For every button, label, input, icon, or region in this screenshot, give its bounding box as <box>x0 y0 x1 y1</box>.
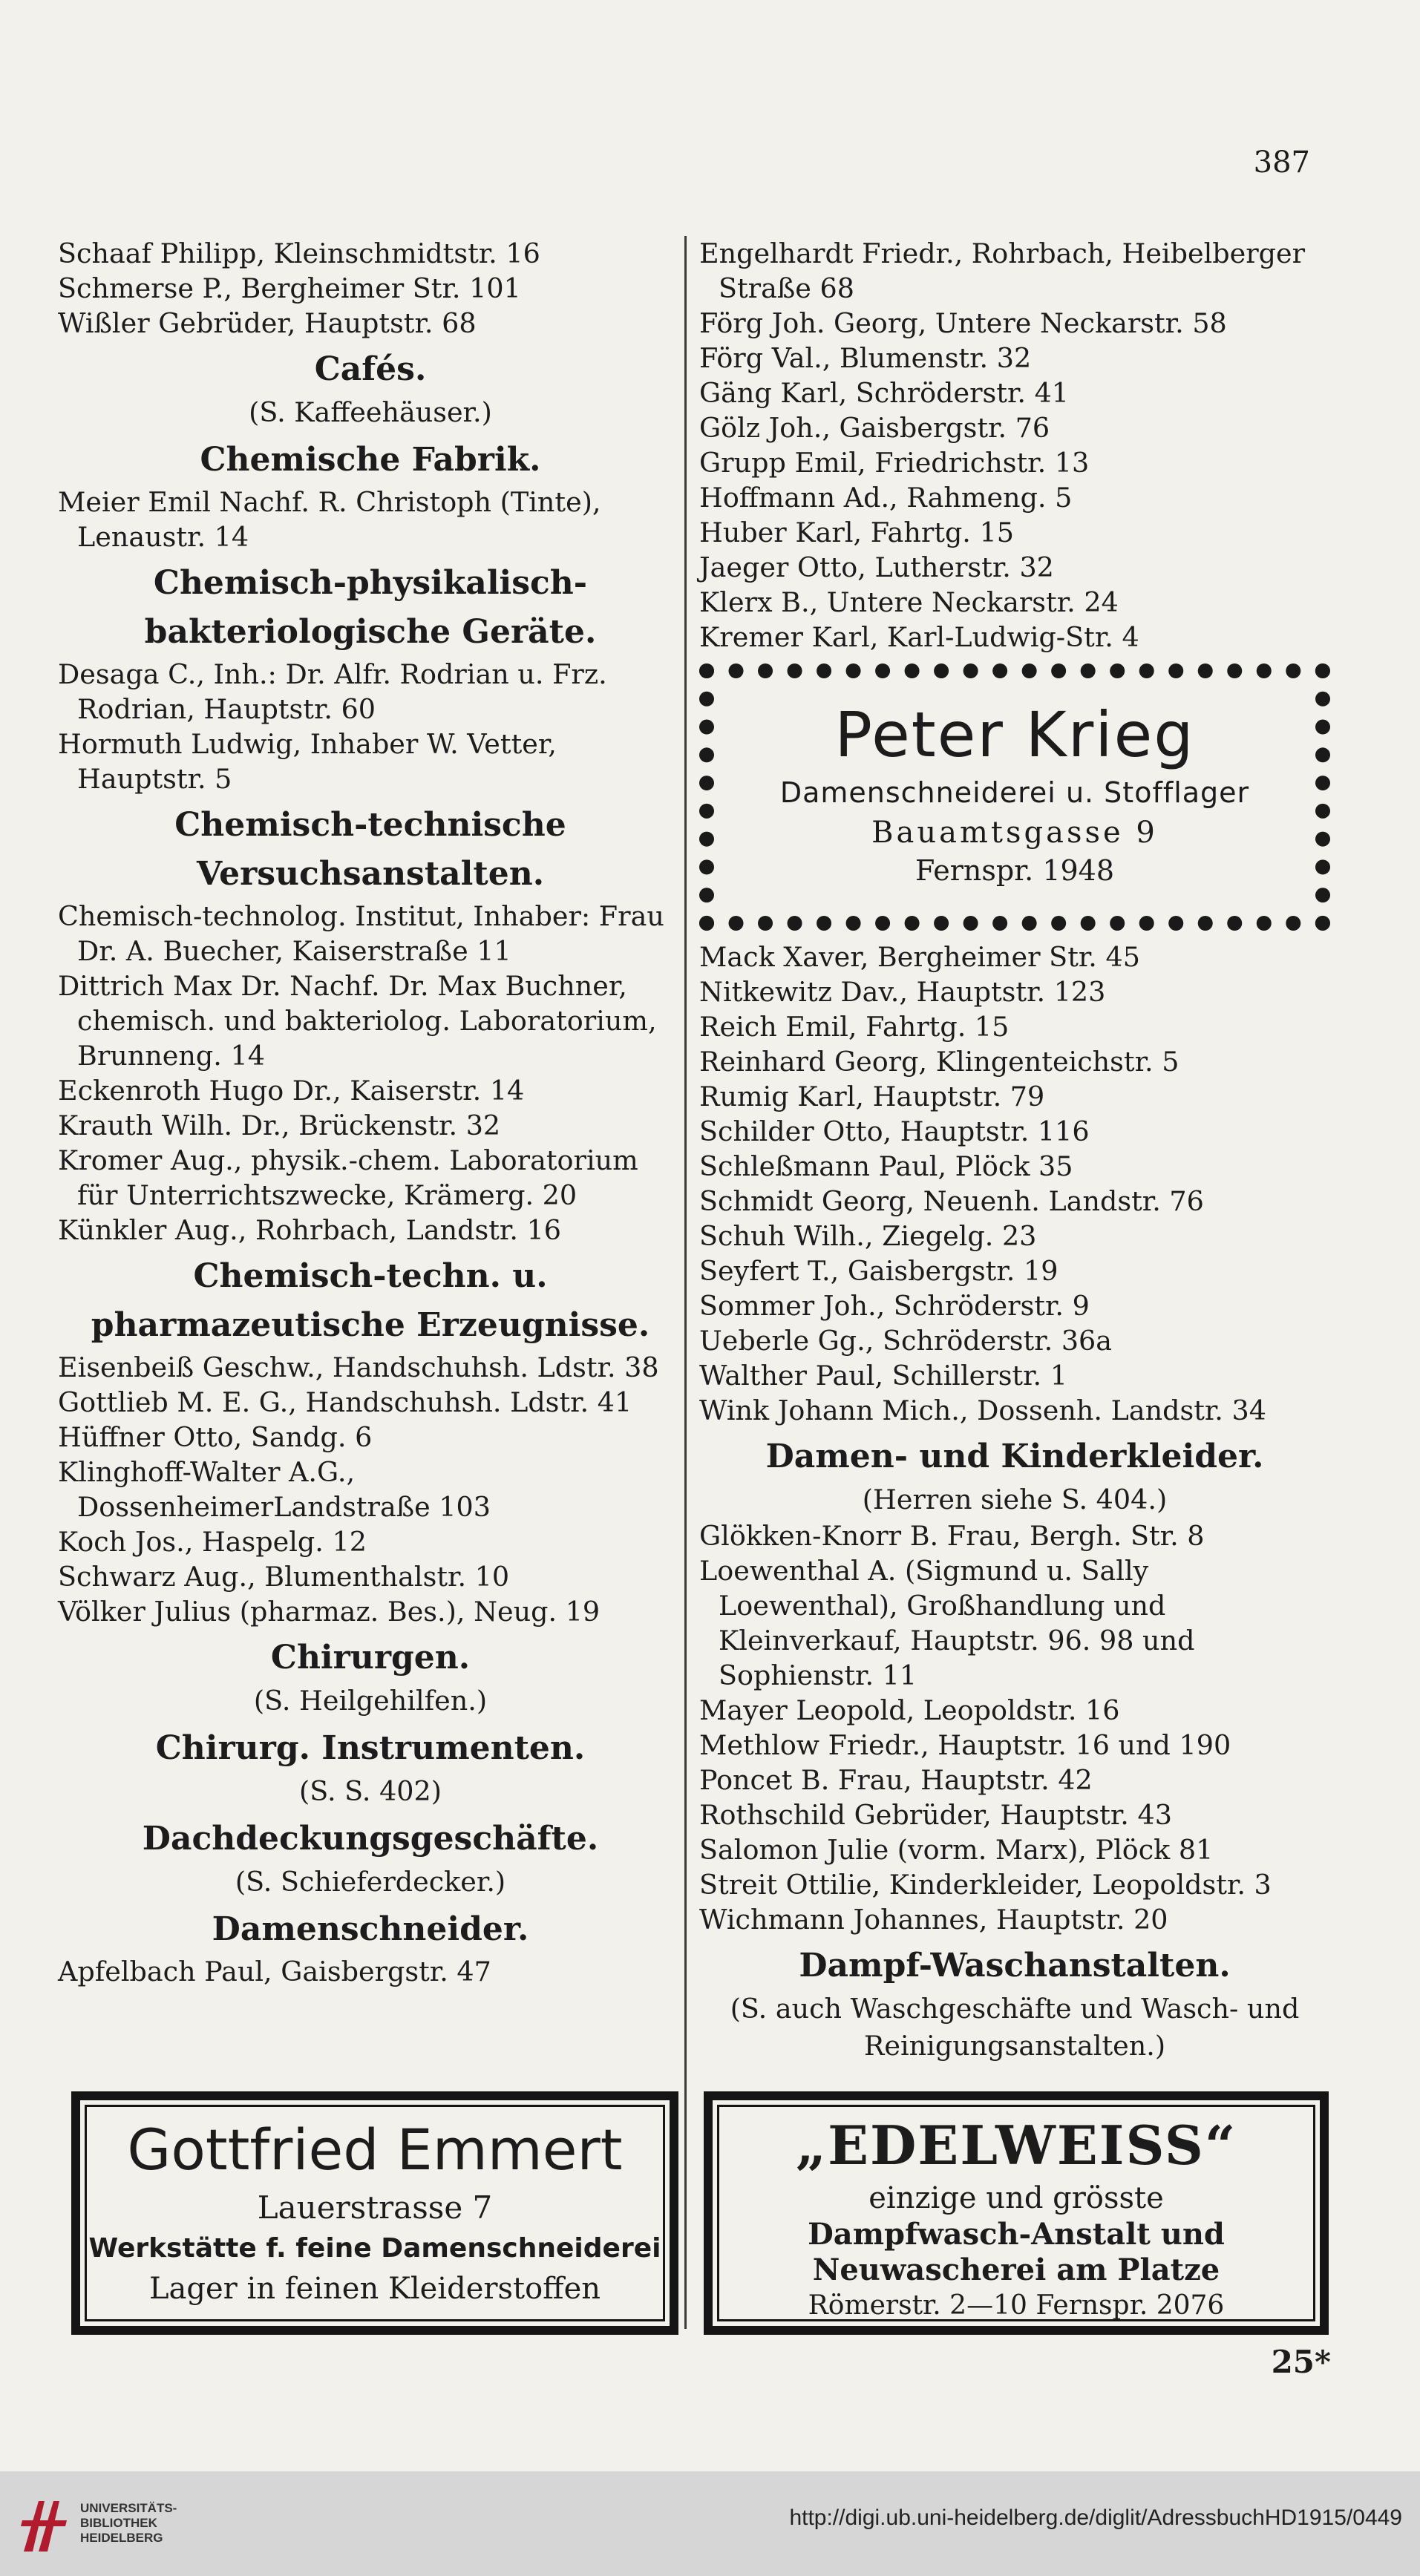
directory-entry: Jaeger Otto, Lutherstr. 32 <box>699 551 1054 583</box>
left-column <box>58 236 683 1989</box>
directory-entry: Förg Joh. Georg, Untere Neckarstr. 58 <box>699 307 1227 339</box>
directory-entry: Eckenroth Hugo Dr., Kaiserstr. 14 <box>58 1075 525 1107</box>
directory-entry: Huber Karl, Fahrtg. 15 <box>699 517 1014 548</box>
directory-entry: Chemisch-technolog. Institut, Inhaber: Frau Dr. A. Buecher, Kaiserstraße 11 <box>58 900 664 967</box>
directory-entry: Walther Paul, Schillerstr. 1 <box>699 1360 1067 1392</box>
ad-edelweiss-line4: Neuwascherei am Platze <box>812 2252 1220 2287</box>
section-heading: Chemische Fabrik. <box>200 441 541 479</box>
directory-entry: Schwarz Aug., Blumenthalstr. 10 <box>58 1561 510 1593</box>
ad-krieg-name: Peter Krieg <box>834 698 1195 771</box>
directory-entry: Hormuth Ludwig, Inhaber W. Vetter, Hauptstr. 5 <box>58 728 557 795</box>
directory-entry: Poncet B. Frau, Hauptstr. 42 <box>699 1764 1093 1796</box>
directory-entry: Schmidt Georg, Neuenh. Landstr. 76 <box>699 1185 1204 1217</box>
directory-entry: Krauth Wilh. Dr., Brückenstr. 32 <box>58 1110 501 1141</box>
library-name: UNIVERSITÄTS- BIBLIOTHEK HEIDELBERG <box>80 2501 177 2545</box>
university-library-logo-icon <box>16 2491 73 2559</box>
directory-entry: Meier Emil Nachf. R. Christoph (Tinte), Lenaustr. 14 <box>58 486 601 553</box>
directory-entry: Wißler Gebrüder, Hauptstr. 68 <box>58 307 477 339</box>
directory-entry: Koch Jos., Haspelg. 12 <box>58 1526 367 1558</box>
right-column <box>699 236 1330 2065</box>
ad-gottfried-emmert <box>71 2091 678 2335</box>
section-heading: Chirurg. Instrumenten. <box>155 1729 586 1767</box>
directory-entry: Eisenbeiß Geschw., Handschuhsh. Ldstr. 38 <box>58 1351 659 1383</box>
directory-entry: Desaga C., Inh.: Dr. Alfr. Rodrian u. Frz. Rodrian, Hauptstr. 60 <box>58 658 607 725</box>
directory-entry: Glökken-Knorr B. Frau, Bergh. Str. 8 <box>699 1520 1205 1552</box>
viewer-footer <box>0 2471 1420 2576</box>
directory-entry: Dittrich Max Dr. Nachf. Dr. Max Buchner, chemisch. und bakteriolog. Laboratorium, Brunneng. 14 <box>58 970 657 1072</box>
cross-reference: (S. Heilgehilfen.) <box>253 1685 488 1717</box>
directory-entry: Streit Ottilie, Kinderkleider, Leopoldstr. 3 <box>699 1869 1272 1901</box>
ad-peter-krieg <box>699 663 1330 931</box>
right-column-top <box>699 236 1330 655</box>
ad-krieg-line4: Fernspr. 1948 <box>915 854 1115 887</box>
directory-entry: Hoffmann Ad., Rahmeng. 5 <box>699 482 1073 514</box>
directory-entry: Seyfert T., Gaisbergstr. 19 <box>699 1255 1059 1287</box>
directory-entry: Reich Emil, Fahrtg. 15 <box>699 1011 1010 1043</box>
section-heading: Chemisch-technische Versuchsanstalten. <box>174 806 566 893</box>
cross-reference: (S. auch Waschgeschäfte und Wasch- und Reinigungsanstalten.) <box>730 1993 1300 2062</box>
directory-entry: Gölz Joh., Gaisbergstr. 76 <box>699 412 1050 444</box>
directory-entry: Grupp Emil, Friedrichstr. 13 <box>699 447 1090 479</box>
ad-emmert-line2: Lauerstrasse 7 <box>257 2189 493 2226</box>
ad-edelweiss-line2: einzige und grösste <box>868 2181 1164 2215</box>
directory-entry: Kromer Aug., physik.-chem. Laboratorium für Unterrichtszwecke, Krämerg. 20 <box>58 1144 638 1211</box>
ad-krieg-line2: Damenschneiderei u. Stofflager <box>779 776 1250 809</box>
directory-entry: Engelhardt Friedr., Rohrbach, Heibelberger Straße 68 <box>699 237 1306 304</box>
directory-entry: Kremer Karl, Karl-Ludwig-Str. 4 <box>699 621 1139 653</box>
directory-entry: Schilder Otto, Hauptstr. 116 <box>699 1115 1090 1147</box>
cross-reference: (Herren siehe S. 404.) <box>862 1484 1168 1515</box>
directory-entry: Loewenthal A. (Sigmund u. Sally Loewenthal), Großhandlung und Kleinverkauf, Hauptstr. 96. 98 und Sophienstr. 11 <box>699 1555 1195 1691</box>
directory-entry: Hüffner Otto, Sandg. 6 <box>58 1421 373 1453</box>
section-heading: Dachdeckungsgeschäfte. <box>142 1820 599 1858</box>
ad-edelweiss-line3: Dampfwasch-Anstalt und <box>808 2217 1225 2252</box>
section-heading: Damenschneider. <box>212 1910 529 1948</box>
directory-entry: Reinhard Georg, Klingenteichstr. 5 <box>699 1046 1179 1078</box>
ad-emmert-line4: Lager in feinen Kleiderstoffen <box>148 2272 601 2306</box>
directory-entry: Apfelbach Paul, Gaisbergstr. 47 <box>58 1956 491 1987</box>
directory-entry: Wink Johann Mich., Dossenh. Landstr. 34 <box>699 1394 1266 1426</box>
ad-edelweiss-name: „EDELWEISS“ <box>795 2114 1237 2177</box>
right-column-bottom <box>699 940 1330 2065</box>
section-heading: Dampf-Waschanstalten. <box>799 1947 1231 1985</box>
directory-entry: Künkler Aug., Rohrbach, Landstr. 16 <box>58 1214 562 1246</box>
cross-reference: (S. Kaffeehäuser.) <box>249 396 492 428</box>
directory-entry: Wichmann Johannes, Hauptstr. 20 <box>699 1904 1168 1936</box>
ad-edelweiss <box>704 2091 1329 2335</box>
section-heading: Chirurgen. <box>270 1639 471 1677</box>
directory-entry: Methlow Friedr., Hauptstr. 16 und 190 <box>699 1729 1231 1761</box>
source-url-link[interactable]: http://digi.ub.uni-heidelberg.de/diglit/AdressbuchHD1915/0449 <box>789 2505 1402 2530</box>
directory-entry: Gäng Karl, Schröderstr. 41 <box>699 377 1070 409</box>
ad-krieg-line3: Bauamtsgasse 9 <box>871 816 1158 850</box>
directory-entry: Salomon Julie (vorm. Marx), Plöck 81 <box>699 1834 1214 1866</box>
directory-entry: Mayer Leopold, Leopoldstr. 16 <box>699 1694 1120 1726</box>
directory-entry: Förg Val., Blumenstr. 32 <box>699 342 1032 374</box>
directory-entry: Schmerse P., Bergheimer Str. 101 <box>58 272 521 304</box>
column-divider <box>684 236 687 2329</box>
cross-reference: (S. Schieferdecker.) <box>235 1866 506 1898</box>
ad-emmert-name: Gottfried Emmert <box>127 2117 623 2183</box>
directory-entry: Ueberle Gg., Schröderstr. 36a <box>699 1325 1113 1357</box>
cross-reference: (S. S. 402) <box>299 1775 442 1807</box>
ad-emmert-line3: Werkstätte f. feine Damenschneiderei <box>88 2233 661 2264</box>
section-heading: Chemisch-physikalisch-bakteriologische Geräte. <box>144 564 597 651</box>
directory-entry: Klerx B., Untere Neckarstr. 24 <box>699 586 1119 618</box>
directory-entry: Sommer Joh., Schröderstr. 9 <box>699 1290 1090 1322</box>
directory-entry: Rothschild Gebrüder, Hauptstr. 43 <box>699 1799 1172 1831</box>
directory-entry: Klinghoff-Walter A.G., DossenheimerLandstraße 103 <box>58 1456 491 1523</box>
directory-entry: Mack Xaver, Bergheimer Str. 45 <box>699 941 1140 973</box>
directory-entry: Schleßmann Paul, Plöck 35 <box>699 1150 1073 1182</box>
directory-entry: Schaaf Philipp, Kleinschmidtstr. 16 <box>58 237 540 269</box>
directory-entry: Völker Julius (pharmaz. Bes.), Neug. 19 <box>58 1596 601 1628</box>
page-signature: 25* <box>1271 2344 1331 2380</box>
directory-entry: Gottlieb M. E. G., Handschuhsh. Ldstr. 41 <box>58 1386 632 1418</box>
directory-entry: Nitkewitz Dav., Hauptstr. 123 <box>699 976 1106 1008</box>
section-heading: Damen- und Kinderkleider. <box>765 1438 1264 1475</box>
directory-entry: Rumig Karl, Hauptstr. 79 <box>699 1081 1045 1112</box>
section-heading: Chemisch-techn. u. pharmazeutische Erzeugnisse. <box>91 1257 650 1344</box>
section-heading: Cafés. <box>314 350 427 388</box>
directory-entry: Schuh Wilh., Ziegelg. 23 <box>699 1220 1037 1252</box>
ad-edelweiss-line5: Römerstr. 2—10 Fernspr. 2076 <box>808 2290 1225 2321</box>
page-number: 387 <box>1253 145 1310 180</box>
